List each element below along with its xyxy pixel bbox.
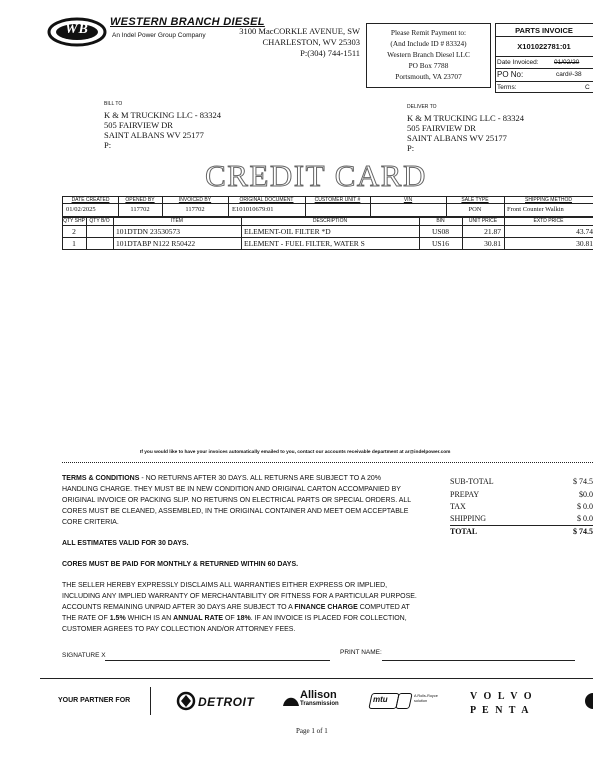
mtu-tagline: A Rolls-Royce solution <box>414 694 438 703</box>
address-line-1: 3100 MacCORKLE AVENUE, SW <box>239 26 360 36</box>
volvo-penta-logo <box>470 690 534 718</box>
row-bin: US16 <box>431 239 450 248</box>
remit-text <box>366 27 491 82</box>
col-opened-by: OPENED BY <box>125 197 155 203</box>
date-invoiced-label: Date Invoiced: <box>497 59 539 66</box>
col-sale-type: SALE TYPE <box>461 197 489 203</box>
detroit-logo: DETROIT <box>198 695 255 709</box>
partner-edge-icon <box>585 693 593 709</box>
bill-to-phone: P: <box>104 140 112 150</box>
page-number: Page 1 of 1 <box>296 727 328 735</box>
detroit-icon <box>176 691 198 711</box>
email-notice: If you would like to have your invoices automatically emailed to you, contact our accounts receivable department at ar@indelpower.com <box>140 450 451 455</box>
warranty-disclaimer: THE SELLER HEREBY EXPRESSLY DISCLAIMS ALL WARRANTIES EITHER EXPRESS OR IMPLIED, INCLUDING ANY IMPLIED WARRANTY OF MERCHANTABILITY OR FITNESS FOR A PARTICULAR PURPOSE. ACCOUNTS REMAINING UNPAID AFTER 30 DAYS ARE SUBJECT TO A FINANCE CHARGE COMPUTED AT THE RATE OF 1.5% WHICH IS AN ANNUAL RATE OF 18%. IF AN INVOICE IS PLACED FOR COLLECTION, CUSTOMER AGREES TO PAY COLLECTION AND/OR ATTORNEY FEES. <box>62 582 417 633</box>
col-original-document: ORIGINAL DOCUMENT <box>239 197 294 203</box>
print-name-line[interactable] <box>382 660 575 661</box>
company-address <box>236 26 360 59</box>
credit-card-stamp: CREDIT CARD <box>205 158 427 193</box>
signature-line[interactable] <box>105 660 330 661</box>
subtotal-row: SUB-TOTAL $ 74.5 <box>450 477 593 486</box>
row-description: ELEMENT - FUEL FILTER, WATER S <box>244 239 365 248</box>
estimates-notice: ALL ESTIMATES VALID FOR 30 DAYS. <box>62 540 189 547</box>
table-row <box>62 226 593 237</box>
volvo-text: V O L V O <box>470 691 534 702</box>
mtu-accent <box>395 693 412 709</box>
partners-label: YOUR PARTNER FOR <box>58 697 131 704</box>
row-extd-price: 43.74 <box>576 227 593 236</box>
invoiced-by-value: 117702 <box>185 206 205 213</box>
mtu-logo: mtu <box>373 695 388 704</box>
allison-logo <box>300 691 339 709</box>
col-description: DESCRIPTION <box>312 218 348 224</box>
logo-text: WB <box>65 22 89 37</box>
allison-name: Allison <box>300 689 337 701</box>
terms-heading: TERMS & CONDITIONS <box>62 475 140 482</box>
remit-line-4: PO Box 7788 <box>408 61 449 70</box>
deliver-to-label: DELIVER TO <box>407 104 437 110</box>
original-document-value: E101010679:01 <box>232 206 274 213</box>
col-bin: BIN <box>436 218 445 224</box>
shipping-method-value: Front Counter Walkin <box>507 206 564 213</box>
col-extd-price: EXTD PRICE <box>533 218 564 224</box>
col-qty-shp: QTY SHP <box>63 218 85 224</box>
signature-label: SIGNATURE X <box>62 652 106 659</box>
row-qty-shp: 1 <box>72 239 76 248</box>
shipping-row: SHIPPING $ 0.0 <box>450 514 593 526</box>
invoice-number: X101022781:01 <box>517 42 571 51</box>
col-item: ITEM <box>171 218 183 224</box>
po-label: PO No: <box>497 70 524 79</box>
total-row: TOTAL $ 74.5 <box>450 527 593 536</box>
bill-to-city: SAINT ALBANS WV 25177 <box>104 130 204 140</box>
row-extd-price: 30.81 <box>576 239 593 248</box>
row-qty-shp: 2 <box>72 227 76 236</box>
col-date-created: DATE CREATED <box>71 197 110 203</box>
allison-icon <box>282 692 300 708</box>
po-value: card#-38 <box>556 71 582 78</box>
col-unit-price: UNIT PRICE <box>468 218 498 224</box>
remit-line-3: Western Branch Diesel LLC <box>387 50 470 59</box>
deliver-to-street: 505 FAIRVIEW DR <box>407 123 476 133</box>
date-invoiced-value: 01/02/20 <box>554 59 580 66</box>
row-unit-price: 30.81 <box>484 239 501 248</box>
prepay-row: PREPAY $0.0 <box>450 490 593 499</box>
address-line-2: CHARLESTON, WV 25303 <box>262 37 360 47</box>
company-name: WESTERN BRANCH DIESEL <box>110 16 265 28</box>
invoice-title: PARTS INVOICE <box>515 26 573 35</box>
col-vin: VIN <box>403 197 413 203</box>
allison-sub: Transmission <box>300 701 339 707</box>
col-shipping-method: SHIPPING METHOD <box>525 197 572 203</box>
col-invoiced-by: INVOICED BY <box>178 197 212 203</box>
tax-row: TAX $ 0.0 <box>450 502 593 511</box>
terms-label: Terms: <box>497 84 517 91</box>
penta-text: P E N T A <box>470 705 531 716</box>
print-name-label: PRINT NAME: <box>340 649 382 656</box>
row-bin: US08 <box>431 227 450 236</box>
deliver-to-name: K & M TRUCKING LLC - 83324 <box>407 113 524 123</box>
terms-value: C <box>585 84 590 91</box>
terms-conditions <box>62 473 418 635</box>
totals-block <box>450 477 593 538</box>
company-tagline: An Indel Power Group Company <box>112 32 206 39</box>
cores-notice: CORES MUST BE PAID FOR MONTHLY & RETURNED WITHIN 60 DAYS. <box>62 561 299 568</box>
col-customer-unit: CUSTOMER UNIT # <box>314 197 361 203</box>
terms-body: - NO RETURNS AFTER 30 DAYS. ALL RETURNS ARE SUBJECT TO A 20% HANDLING CHARGE. THEY MUST BE IN NEW CONDITION AND ORIGINAL CARTON ACCOMPANIED BY ORIGINAL INVOICE OR PACKING SLIP. NO RETURNS ON ELECTRICAL PARTS OR SPECIAL ORDERS. ALL CORES MUST BE CLEANED, ASSEMBLED, IN THE ORIGINAL CONTAINER AND MEET OEM ACCEPTABLE CORE CRITERIA. <box>62 475 411 526</box>
remit-line-1: Please Remit Payment to: <box>390 28 467 37</box>
remit-line-2: (And Include ID # 83324) <box>390 39 467 48</box>
row-unit-price: 21.87 <box>484 227 501 236</box>
terms-paragraph-1 <box>62 473 418 528</box>
bill-to-block <box>104 110 221 150</box>
bill-to-label: BILL TO <box>104 101 123 107</box>
deliver-to-city: SAINT ALBANS WV 25177 <box>407 133 507 143</box>
bill-to-name: K & M TRUCKING LLC - 83324 <box>104 110 221 120</box>
row-description: ELEMENT-OIL FILTER *D <box>244 227 331 236</box>
opened-by-value: 117702 <box>130 206 150 213</box>
col-qty-bo: QTY B/O <box>89 218 110 224</box>
row-item: 101DTDN 23530573 <box>116 227 180 236</box>
company-phone: P:(304) 744-1511 <box>300 48 360 58</box>
sale-type-value: PON <box>468 206 482 213</box>
deliver-to-block <box>407 113 524 153</box>
row-item: 101DTABP N122 R50422 <box>116 239 196 248</box>
table-row <box>62 238 593 249</box>
date-created-value: 01/02/2025 <box>66 206 96 213</box>
remit-line-5: Portsmouth, VA 23707 <box>395 72 462 81</box>
deliver-to-phone: P: <box>407 143 415 153</box>
bill-to-street: 505 FAIRVIEW DR <box>104 120 173 130</box>
